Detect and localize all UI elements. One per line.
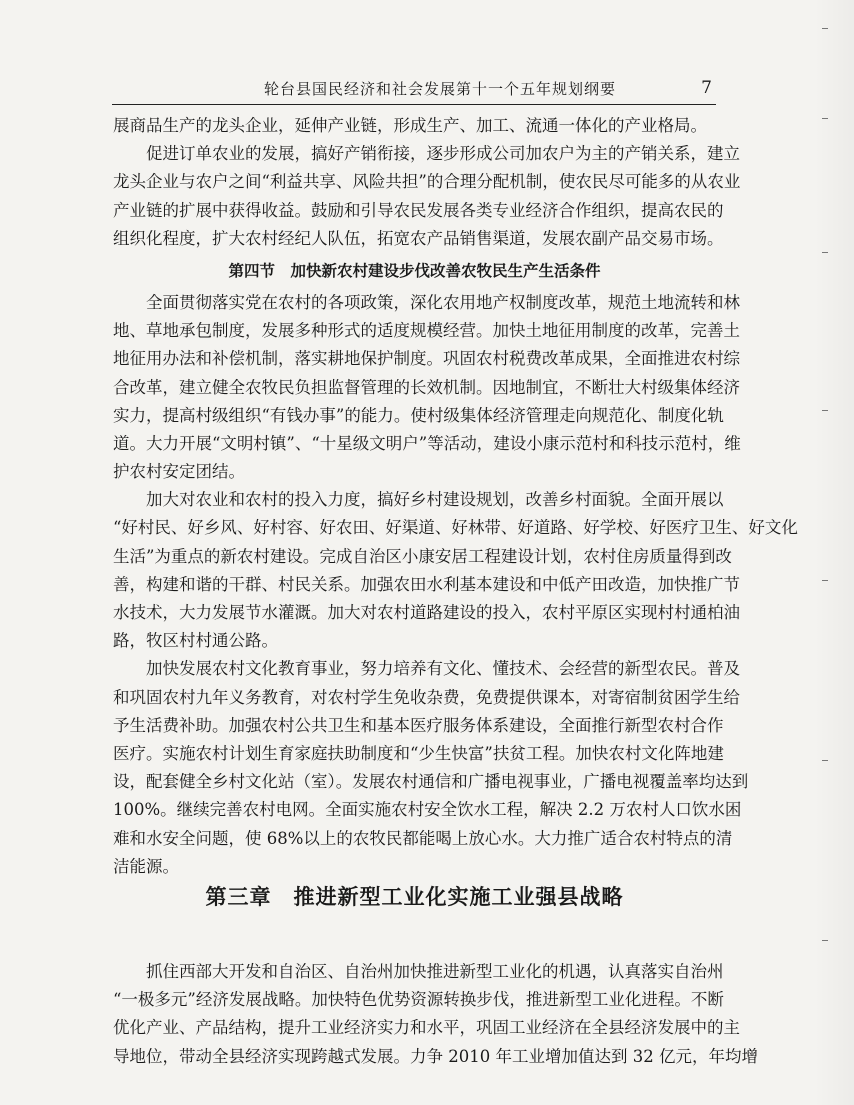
edge-mark bbox=[822, 760, 828, 761]
text-line: 组织化程度，扩大农村经纪人队伍，拓宽农产品销售渠道，发展农副产品交易市场。 bbox=[113, 228, 724, 248]
paragraph bbox=[113, 112, 716, 140]
text-line: 优化产业、产品结构，提升工业经济实力和水平，巩固工业经济在全县经济发展中的主 bbox=[113, 1018, 740, 1038]
edge-mark bbox=[822, 118, 828, 119]
page-number: 7 bbox=[701, 78, 712, 98]
text-line: 路，牧区村村通公路。 bbox=[113, 631, 278, 651]
text-line: “一极多元”经济发展战略。加快特色优势资源转换步伐，推进新型工业化进程。不断 bbox=[113, 990, 724, 1010]
text-line: “好村民、好乡风、好村容、好农田、好渠道、好林带、好道路、好学校、好医疗卫生、好文化 bbox=[113, 518, 798, 538]
paragraph bbox=[113, 289, 741, 486]
text-line: 生活”为重点的新农村建设。完成自治区小康安居工程建设计划，农村住房质量得到改 bbox=[113, 546, 732, 566]
text-line: 洁能源。 bbox=[113, 856, 179, 876]
text-line: 护农村安定团结。 bbox=[113, 462, 245, 482]
edge-mark bbox=[822, 410, 828, 411]
text-line: 促进订单农业的发展，搞好产销衔接，逐步形成公司加农户为主的产销关系，建立 bbox=[146, 144, 740, 164]
section-heading: 第四节 加快新农村建设步伐改善农牧民生产生活条件 bbox=[228, 261, 601, 280]
edge-mark bbox=[822, 252, 828, 253]
text-line: 水技术，大力发展节水灌溉。加大对农村道路建设的投入，农村平原区实现村村通柏油 bbox=[113, 603, 740, 622]
text-line: 龙头企业与农户之间“利益共享、风险共担”的合理分配机制，使农民尽可能多的从农业 bbox=[113, 172, 741, 192]
text-line: 设，配套健全乡村文化站（室）。发展农村通信和广播电视事业，广播电视覆盖率均达到 bbox=[113, 772, 749, 792]
paragraph bbox=[113, 140, 741, 253]
paragraph bbox=[113, 958, 758, 1071]
text-line: 全面贯彻落实党在农村的各项政策，深化农用地产权制度改革，规范土地流转和林 bbox=[146, 292, 740, 312]
edge-mark bbox=[822, 28, 828, 29]
text-line: 100%。继续完善农村电网。全面实施农村安全饮水工程，解决 2.2 万农村人口饮水困 bbox=[113, 800, 742, 820]
text-line: 抓住西部大开发和自治区、自治州加快推进新型工业化的机遇，认真落实自治州 bbox=[146, 962, 724, 981]
text-line: 产业链的扩展中获得收益。鼓励和引导农民发展各类专业经济合作组织，提高农民的 bbox=[113, 200, 724, 220]
text-line: 难和水安全问题，使 68%以上的农牧民都能喝上放心水。大力推广适合农村特点的清 bbox=[113, 828, 733, 848]
running-header bbox=[112, 78, 716, 105]
text-line: 善，构建和谐的干群、村民关系。加强农田水利基本建设和中低产田改造，加快推广节 bbox=[113, 574, 740, 594]
paragraph bbox=[113, 486, 798, 655]
paragraph bbox=[113, 655, 749, 881]
text-line: 和巩固农村九年义务教育，对农村学生免收杂费，免费提供课本，对寄宿制贫困学生给 bbox=[113, 687, 740, 707]
scan-edge-shadow bbox=[814, 0, 854, 1105]
text-line: 导地位，带动全县经济实现跨越式发展。力争 2010 年工业增加值达到 32 亿元，年均增 bbox=[113, 1046, 758, 1066]
text-line: 地征用办法和补偿机制，落实耕地保护制度。巩固农村税费改革成果，全面推进农村综 bbox=[113, 349, 740, 369]
text-line: 展商品生产的龙头企业，延伸产业链，形成生产、加工、流通一体化的产业格局。 bbox=[113, 116, 707, 135]
text-line: 医疗。实施农村计划生育家庭扶助制度和“少生快富”扶贫工程。加快农村文化阵地建 bbox=[113, 743, 724, 763]
chapter-heading: 第三章 推进新型工业化实施工业强县战略 bbox=[205, 885, 624, 909]
text-line: 地、草地承包制度，发展多种形式的适度规模经营。加快土地征用制度的改革，完善土 bbox=[113, 321, 740, 341]
text-line: 道。大力开展“文明村镇”、“十星级文明户”等活动，建设小康示范村和科技示范村，维 bbox=[113, 433, 741, 453]
text-line: 加大对农业和农村的投入力度，搞好乡村建设规划，改善乡村面貌。全面开展以 bbox=[146, 490, 724, 510]
text-line: 实力，提高村级组织“有钱办事”的能力。使村级集体经济管理走向规范化、制度化轨 bbox=[113, 405, 724, 425]
body-text-upper bbox=[113, 112, 798, 881]
text-line: 予生活费补助。加强农村公共卫生和基本医疗服务体系建设，全面推行新型农村合作 bbox=[113, 715, 724, 735]
text-line: 合改革，建立健全农牧民负担监督管理的长效机制。因地制宜，不断壮大村级集体经济 bbox=[113, 377, 740, 397]
header-title: 轮台县国民经济和社会发展第十一个五年规划纲要 bbox=[264, 80, 617, 98]
body-text-lower bbox=[113, 958, 758, 1071]
edge-mark bbox=[822, 580, 828, 581]
edge-mark bbox=[822, 940, 828, 941]
text-line: 加快发展农村文化教育事业，努力培养有文化、懂技术、会经营的新型农民。普及 bbox=[146, 659, 740, 679]
